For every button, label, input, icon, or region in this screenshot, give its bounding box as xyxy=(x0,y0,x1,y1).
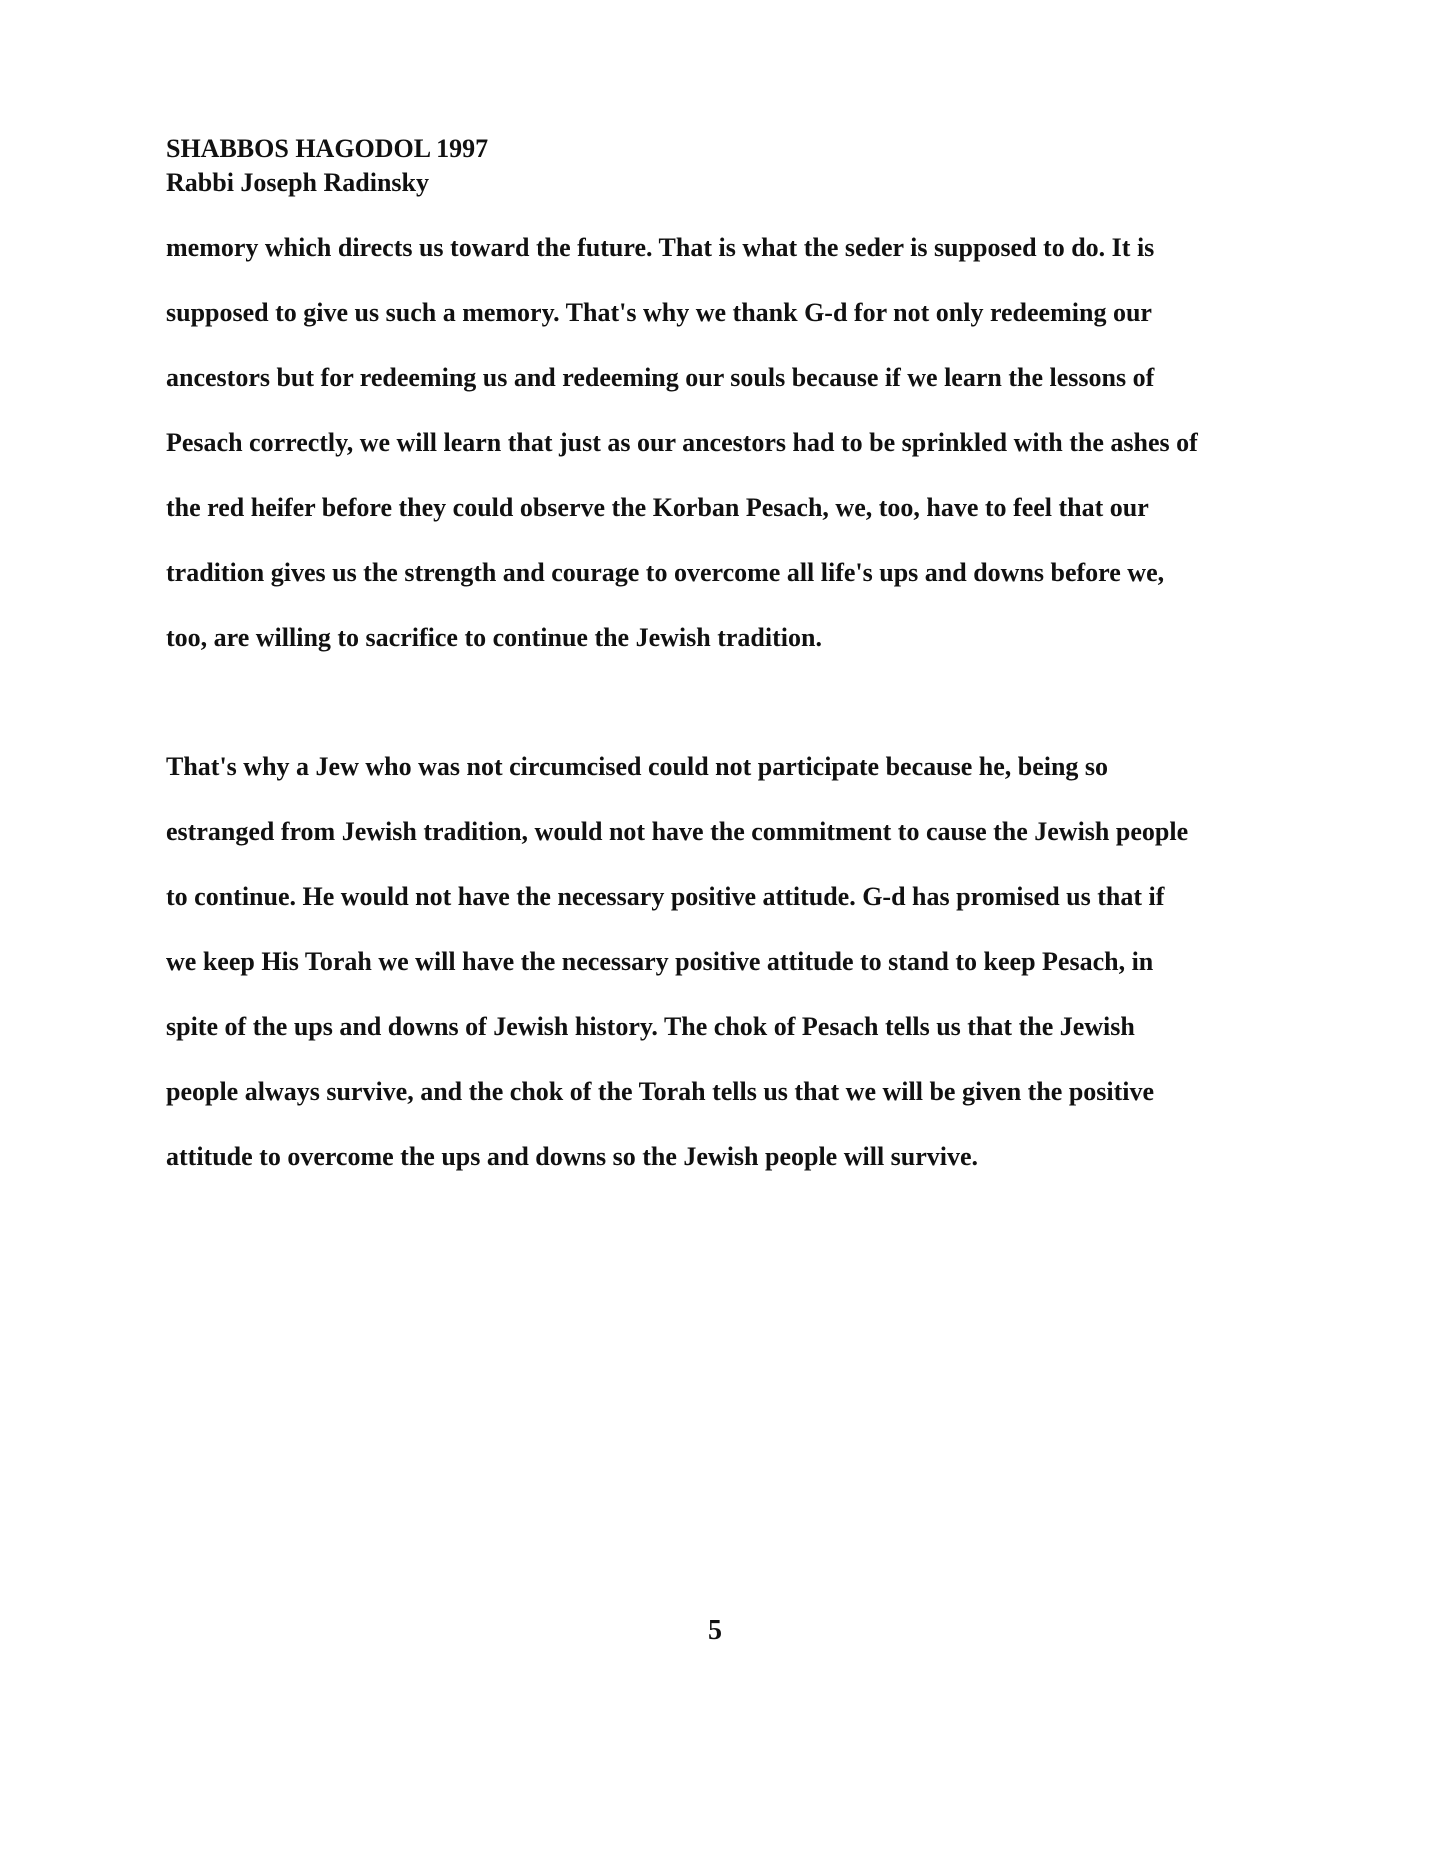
paragraph-line: too, are willing to sacrifice to continue the Jewish tradition. xyxy=(166,623,822,652)
document-author: Rabbi Joseph Radinsky xyxy=(166,168,429,197)
paragraph-line: estranged from Jewish tradition, would not have the commitment to cause the Jewish people xyxy=(166,817,1189,846)
paragraph-line: memory which directs us toward the future. That is what the seder is supposed to do. It is xyxy=(166,233,1155,262)
paragraph-line: we keep His Torah we will have the necessary positive attitude to stand to keep Pesach, in xyxy=(166,947,1154,976)
document-header xyxy=(166,132,488,200)
paragraph-line: Pesach correctly, we will learn that just as our ancestors had to be sprinkled with the ashes of xyxy=(166,428,1198,457)
paragraph-line: tradition gives us the strength and courage to overcome all life's ups and downs before we, xyxy=(166,558,1165,587)
paragraph-line: spite of the ups and downs of Jewish history. The chok of Pesach tells us that the Jewish xyxy=(166,1012,1135,1041)
paragraph-line: to continue. He would not have the necessary positive attitude. G-d has promised us that if xyxy=(166,882,1165,911)
paragraph-line: the red heifer before they could observe the Korban Pesach, we, too, have to feel that our xyxy=(166,493,1149,522)
paragraph-line: attitude to overcome the ups and downs so the Jewish people will survive. xyxy=(166,1142,979,1171)
paragraph-1 xyxy=(166,232,1266,687)
paragraph-line: ancestors but for redeeming us and redeeming our souls because if we learn the lessons of xyxy=(166,363,1155,392)
page-number: 5 xyxy=(708,1615,722,1646)
paragraph-line: supposed to give us such a memory. That's why we thank G-d for not only redeeming our xyxy=(166,298,1152,327)
paragraph-line: people always survive, and the chok of the Torah tells us that we will be given the positive xyxy=(166,1077,1155,1106)
document-title: SHABBOS HAGODOL 1997 xyxy=(166,134,489,163)
paragraph-line: That's why a Jew who was not circumcised could not participate because he, being so xyxy=(166,752,1109,781)
paragraph-2 xyxy=(166,751,1266,1206)
